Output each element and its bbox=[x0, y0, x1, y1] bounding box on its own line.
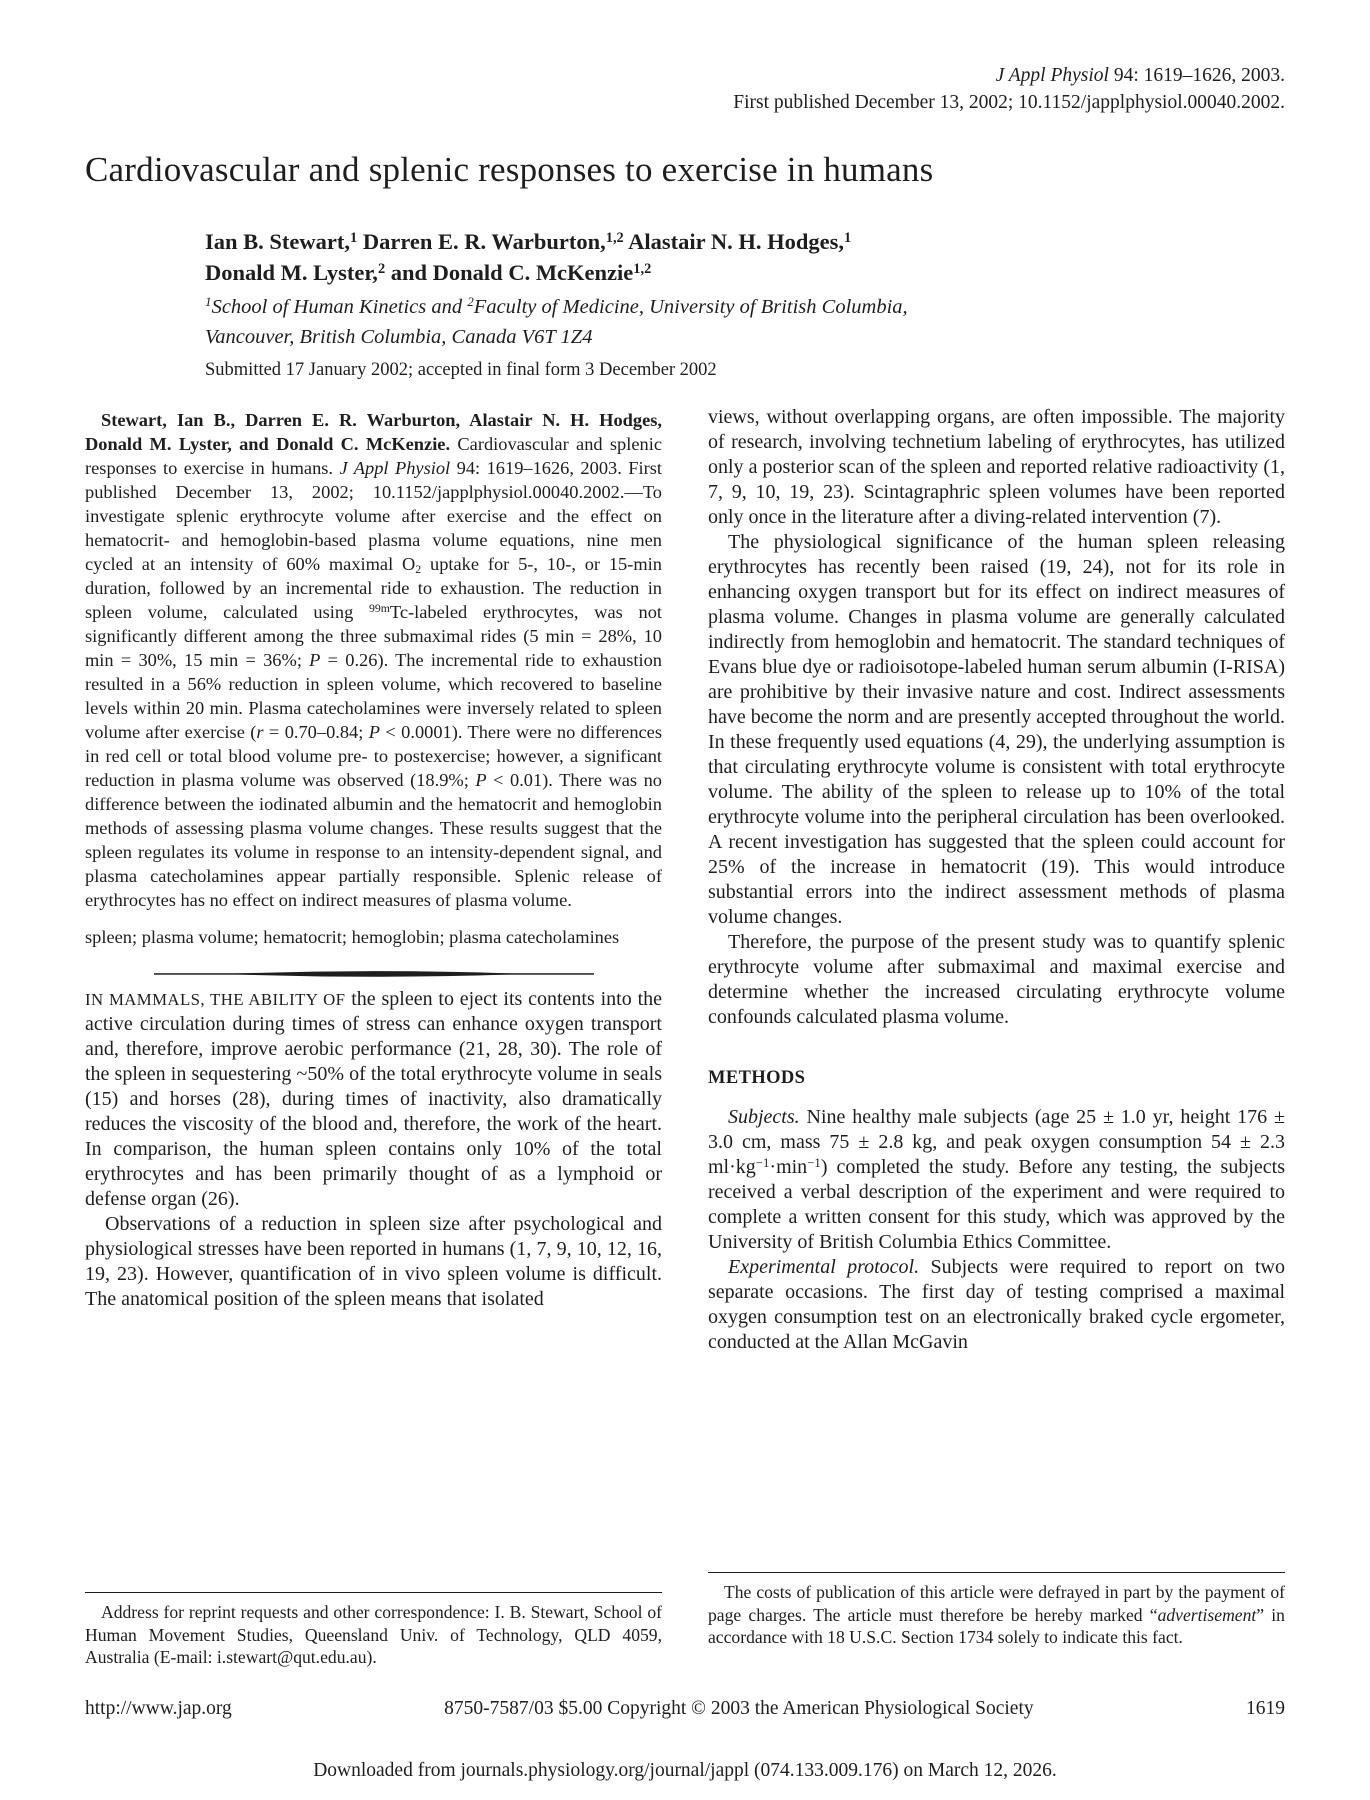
footnote-rule bbox=[85, 1592, 662, 1593]
submission-dates-line: Submitted 17 January 2002; accepted in final form 3 December 2002 bbox=[205, 360, 717, 380]
publication-costs-footnote bbox=[708, 1572, 1285, 1649]
body-paragraph-significance: The physiological significance of the human spleen releasing erythrocytes has recently been raised (19, 24), not for its role in enhancing oxygen transport but for its effect on indirect measures of plasma volume. Changes in plasma volume are generally calculated indirectly from hemoglobin and hematocrit. The standard techniques of Evans blue dye or radioisotope-labeled human serum albumin (I-RISA) are prohibitive by their invasive nature and cost. Indirect assessments have become the norm and are presently accepted throughout the world. In these frequently used equations (4, 29), the underlying assumption is that circulating erythrocyte volume is consistent with total erythrocyte volume. The ability of the spleen to release up to 10% of the total erythrocyte volume into the peripheral circulation has been overlooked. A recent investigation has suggested that the spleen could account for 25% of the increase in hematocrit (19). This would introduce substantial errors into the indirect assessment methods of plasma volume changes. bbox=[708, 531, 1286, 928]
copyright-line: 8750-7587/03 $5.00 Copyright © 2003 the American Physiological Society bbox=[444, 1698, 1034, 1719]
page-number: 1619 bbox=[1245, 1698, 1285, 1719]
article-title: Cardiovascular and splenic responses to exercise in humans bbox=[85, 150, 934, 189]
methods-protocol-paragraph: Experimental protocol. Subjects were required to report on two separate occasions. The first day of testing comprised a maximal oxygen consumption test on an electronically braked cycle ergometer, conducted at the Allan McGavin bbox=[708, 1256, 1285, 1353]
authors-block bbox=[205, 226, 851, 288]
authors-line-2: Donald M. Lyster,$^2$ and Donald C. McKenzie$^{1,2}$ bbox=[205, 260, 652, 285]
affiliation-line-1: $^1$School of Human Kinetics and $^2$Faculty of Medicine, University of British Columbia, bbox=[205, 294, 908, 318]
body-paragraph-views: views, without overlapping organs, are often impossible. The majority of research, involving technetium labeling of erythrocytes, has utilized only a posterior scan of the spleen and reported relative radioactivity (1, 7, 9, 10, 19, 23). Scintagraphric spleen volumes have been reported only once in the literature after a diving-related intervention (7). bbox=[708, 406, 1285, 528]
download-watermark: Downloaded from journals.physiology.org/journal/jappl (074.133.009.176) on March 12, 2026. bbox=[313, 1760, 1057, 1781]
journal-reference: J Appl Physiol 94: 1619–1626, 2003. bbox=[995, 65, 1285, 86]
body-paragraph-purpose: Therefore, the purpose of the present study was to quantify splenic erythrocyte volume after submaximal and maximal exercise and determine whether the increased circulating erythrocyte volume confounds calculated plasma volume. bbox=[708, 931, 1285, 1028]
right-column bbox=[708, 405, 1285, 1355]
left-column bbox=[85, 408, 662, 1312]
authors-line-1: Ian B. Stewart,$^1$ Darren E. R. Warburton,$^{1,2}$ Alastair N. H. Hodges,$^1$ bbox=[205, 229, 852, 254]
section-divider bbox=[154, 965, 594, 973]
divider-rule-icon bbox=[154, 970, 594, 978]
intro-paragraph-2: Observations of a reduction in spleen size after psychological and physiological stresses have been reported in humans (1, 7, 9, 10, 12, 16, 19, 23). However, quantification of in vivo spleen volume is difficult. The anatomical position of the spleen means that isolated bbox=[85, 1213, 662, 1310]
first-published-line: First published December 13, 2002; 10.1152/japplphysiol.00040.2002. bbox=[733, 92, 1285, 113]
keywords-line: spleen; plasma volume; hematocrit; hemoglobin; plasma catecholamines bbox=[85, 927, 620, 947]
publication-costs-footnote-text: The costs of publication of this article were defrayed in part by the payment of page charges. The article must therefore be hereby marked “advertisement” in accordance with 18 U.S.C. Section 1734 solely to indicate this fact. bbox=[708, 1582, 1285, 1648]
correspondence-footnote bbox=[85, 1592, 662, 1669]
footnote-rule bbox=[708, 1572, 1285, 1573]
affiliation-line-2: Vancouver, British Columbia, Canada V6T 1Z4 bbox=[205, 326, 593, 348]
methods-subjects-paragraph: Subjects. Nine healthy male subjects (age 25 ± 1.0 yr, height 176 ± 3.0 cm, mass 75 ± 2.8 kg, and peak oxygen consumption 54 ± 2.3 $ml\cdot kg^{-1}\cdot\min^{-1}$) completed the study. Before any testing, the subjects received a verbal description of the experiment and were required to complete a written consent for this study, which was approved by the University of British Columbia Ethics Committee. bbox=[708, 1106, 1285, 1253]
affiliation-block bbox=[205, 292, 908, 352]
correspondence-footnote-text: Address for reprint requests and other correspondence: I. B. Stewart, School of Human Movement Studies, Queensland Univ. of Technology, QLD 4059, Australia (E-mail: i.stewart@qut.edu.au). bbox=[85, 1602, 662, 1668]
journal-url: http://www.jap.org bbox=[85, 1698, 232, 1719]
methods-heading: METHODS bbox=[708, 1068, 806, 1088]
page-footer bbox=[85, 1698, 1285, 1720]
abstract-paragraph: Stewart, Ian B., Darren E. R. Warburton, Alastair N. H. Hodges, Donald M. Lyster, and Donald C. McKenzie. Cardiovascular and splenic responses to exercise in humans. J Appl Physiol 94: 1619–1626, 2003. First published December 13, 2002; 10.1152/japplphysiol.00040.2002.—To investigate splenic erythrocyte volume after exercise and the effect on hematocrit- and hemoglobin-based plasma volume equations, nine men cycled at an intensity of 60% maximal $O_2$ uptake for 5-, 10-, or 15-min duration, followed by an incremental ride to exhaustion. The reduction in spleen volume, calculated using $^{99m}$Tc-labeled erythrocytes, was not significantly different among the three submaximal rides (5 min = 28%, 10 min = 30%, 15 min = 36%; P = 0.26). The incremental ride to exhaustion resulted in a 56% reduction in spleen volume, which recovered to baseline levels within 20 min. Plasma catecholamines were inversely related to spleen volume after exercise (r = 0.70–0.84; P < 0.0001). There were no differences in red cell or total blood volume pre- to postexercise; however, a significant reduction in plasma volume was observed (18.9%; P < 0.01). There was no difference between the iodinated albumin and the hematocrit and hemoglobin methods of assessing plasma volume changes. These results suggest that the spleen regulates its volume in response to an intensity-dependent signal, and plasma catecholamines appear partially responsible. Splenic release of erythrocytes has no effect on indirect measures of plasma volume. bbox=[85, 410, 663, 910]
journal-header bbox=[733, 62, 1285, 116]
intro-paragraph-1: IN MAMMALS, THE ABILITY OF the spleen to eject its contents into the active circulation during times of stress can enhance oxygen transport and, therefore, improve aerobic performance (21, 28, 30). The role of the spleen in sequestering ~50% of the total erythrocyte volume in seals (15) and horses (28), during times of inactivity, also dramatically reduces the viscosity of the blood and, therefore, the work of the heart. In comparison, the human spleen contains only 10% of the total erythrocytes and has been primarily thought of as a lymphoid or defense organ (26). bbox=[85, 988, 662, 1210]
